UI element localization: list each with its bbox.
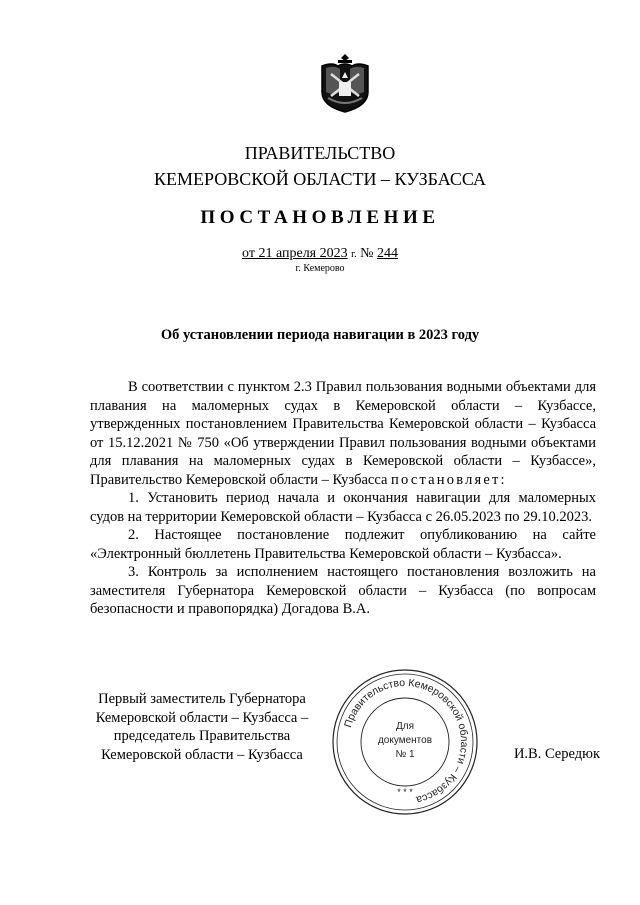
- document-subject: Об установлении периода навигации в 2023 году: [160, 327, 480, 343]
- government-name-line1: ПРАВИТЕЛЬСТВО: [244, 143, 396, 163]
- body-item-1: 1. Установить период начала и окончания навигации для маломерных судов на территории Кемеровской области – Кузбасса с 26.05.2023 по 29.10.2023.: [90, 490, 596, 525]
- body-item-3: 3. Контроль за исполнением настоящего постановления возложить на заместителя Губернатора Кемеровской области – Кузбасса (по вопросам безопасности и правопорядка) Догадова В.А.: [90, 564, 596, 617]
- coat-of-arms-icon: [318, 52, 372, 114]
- body-item-2: 2. Настоящее постановление подлежит опубликованию на сайте «Электронный бюллетень Правительства Кемеровской области – Кузбасса».: [90, 527, 596, 562]
- government-name-line2: КЕМЕРОВСКОЙ ОБЛАСТИ – КУЗБАССА: [154, 169, 486, 189]
- document-body: [90, 378, 596, 619]
- document-number: 244: [376, 246, 398, 261]
- stamp-stars: * * *: [397, 787, 413, 797]
- document-date: 21 апреля 2023: [258, 246, 348, 261]
- body-intro-paragraph: В соответствии с пунктом 2.3 Правил пользования водными объектами для плавания на маломерных судах в Кемеровской области – Кузбассе, утвержденных постановлением Правительства Кемеровской области – Кузбасса от 15.12.2021 № 750 «Об утверждении Правил пользования водными объектами для плавания на маломерных судах в Кемеровской области – Кузбассе», Правительство Кемеровской области – Кузбасса постановляет:: [90, 379, 596, 488]
- stamp-center-line3: № 1: [395, 749, 415, 760]
- official-stamp: [330, 667, 480, 817]
- position-line: председатель Правительства: [113, 728, 291, 744]
- document-city: г. Кемерово: [295, 263, 345, 274]
- document-type-title: ПОСТАНОВЛЕНИЕ: [200, 207, 440, 228]
- stamp-center-line2: документов: [377, 735, 433, 746]
- number-prefix: №: [360, 246, 374, 261]
- document-date-line: [0, 245, 640, 264]
- position-line: Кемеровской области – Кузбасса: [101, 746, 303, 763]
- signatory-name: И.В. Середюк: [513, 746, 600, 762]
- resolves-word: постановляет:: [391, 471, 507, 488]
- date-prefix: от: [242, 246, 255, 261]
- position-line: Первый заместитель Губернатора: [98, 691, 306, 707]
- stamp-center-line1: Для: [395, 721, 415, 732]
- year-suffix: г.: [351, 249, 357, 260]
- signatory-position: [84, 690, 320, 764]
- stamp-ring-text: Правительство Кемеровской области – Кузбасса: [342, 676, 471, 806]
- position-line: Кемеровской области – Кузбасса –: [95, 709, 309, 726]
